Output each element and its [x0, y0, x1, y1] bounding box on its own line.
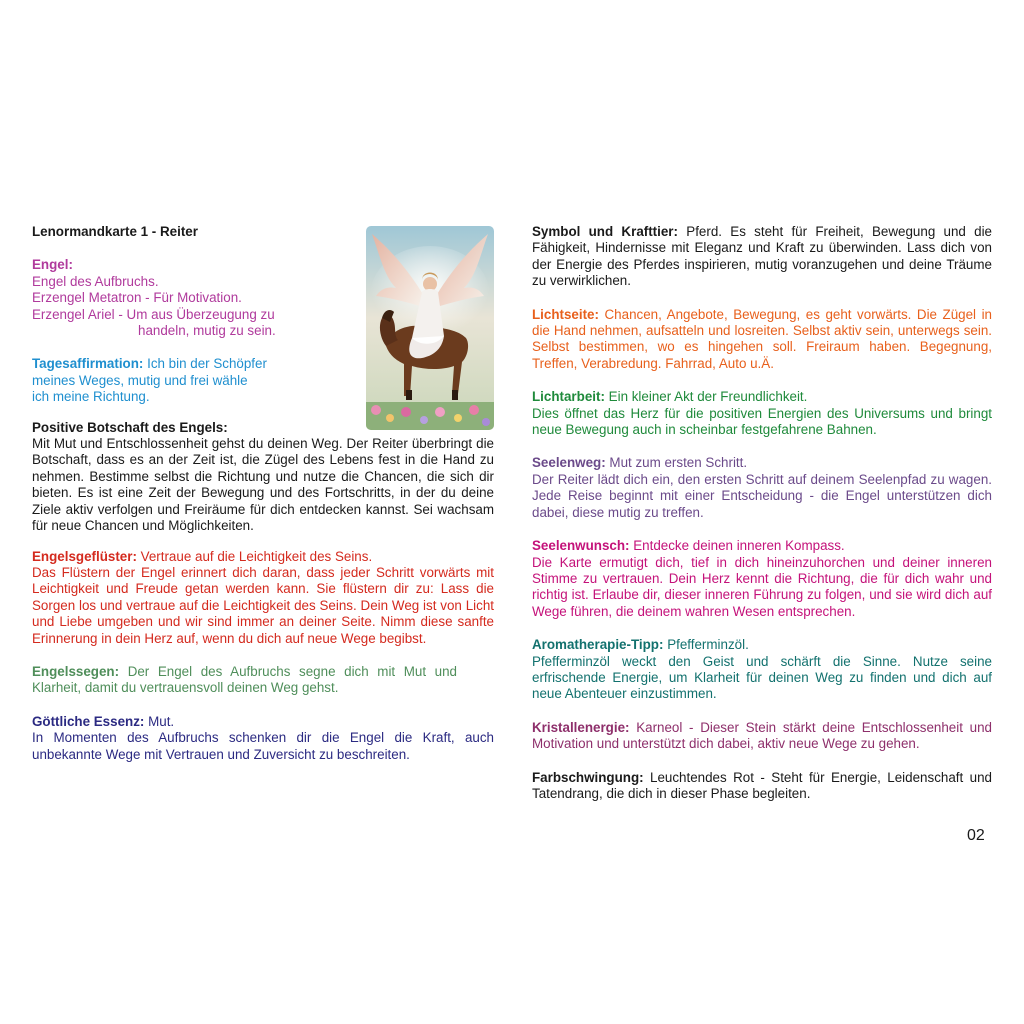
affirmation-line-1: Ich bin der Schöpfer: [147, 356, 267, 372]
card-title-text: Lenormandkarte 1 - Reiter: [32, 224, 198, 239]
farbe-section: [532, 770, 992, 803]
essenz-section: [32, 714, 494, 763]
symbol-section: [532, 224, 992, 290]
lichtarbeit-text: Dies öffnet das Herz für die positiven Energien des Universums und bringt neue Bewegung auch in scheinbar festgefahrene Bahnen.: [532, 405, 992, 438]
affirmation-line-2: meines Weges, mutig und frei wähle: [32, 372, 248, 388]
seelenwunsch-section: [532, 538, 992, 620]
gefluester-text: Das Flüstern der Engel erinnert dich daran, dass jeder Schritt vorwärts mit Leichtigkeit und Freude getan werden kann. Sie flüstern dir zu: Lass die Sorgen los und vertraue auf die Leichtigkeit des Seins. Dein Weg ist von Licht und Liebe umgeben und wir sind immer an deiner Seite. Nimm diese sanfte Erinnerung in dein Herz auf, wenn du dich auf neue Wege begibst.: [32, 564, 494, 646]
engel-line-3: Erzengel Ariel - Um aus Überzeugung zu: [32, 306, 275, 322]
essenz-heading: Göttliche Essenz:: [32, 713, 145, 729]
aroma-section: [532, 637, 992, 703]
segen-heading: Engelssegen:: [32, 663, 120, 679]
farbe-text: Leuchtendes Rot - Steht für Energie, Leidenschaft und Tatendrang, die dich in dieser Phase begleiten.: [532, 769, 992, 801]
engel-heading: Engel:: [32, 257, 73, 273]
seelenweg-lead: Mut zum ersten Schritt.: [609, 455, 748, 471]
seelenwunsch-lead: Entdecke deinen inneren Kompass.: [633, 538, 845, 554]
kristall-section: [532, 720, 992, 753]
seelenweg-text: Der Reiter lädt dich ein, den ersten Schritt auf deinem Seelenpfad zu wagen. Jede Reise beginnt mit einer Entscheidung - die Engel unterstützen dich dabei, diese mutig zu treffen.: [532, 471, 992, 520]
right-column: [532, 224, 992, 802]
segen-section: [32, 664, 457, 697]
affirmation-heading: Tagesaffirmation:: [32, 356, 144, 372]
gefluester-lead: Vertraue auf die Leichtigkeit des Seins.: [140, 548, 373, 564]
essenz-lead: Mut.: [148, 713, 175, 729]
card-illustration: [366, 226, 494, 430]
aroma-lead: Pfefferminzöl.: [667, 637, 749, 653]
botschaft-section: [32, 420, 494, 535]
seelenwunsch-heading: Seelenwunsch:: [532, 538, 630, 554]
lichtseite-heading: Lichtseite:: [532, 306, 599, 322]
segen-text: Der Engel des Aufbruchs segne dich mit Mut und Klarheit, damit du vertrauensvoll deinen Weg gehst.: [32, 663, 457, 696]
engel-line-1: Engel des Aufbruchs.: [32, 273, 159, 289]
aroma-heading: Aromatherapie-Tipp:: [532, 637, 664, 653]
gefluester-section: [32, 549, 494, 647]
kristall-text: Karneol - Dieser Stein stärkt deine Entschlossenheit und Motivation und unterstützt dich dabei, aktiv neue Wege zu gehen.: [532, 719, 992, 752]
engel-line-4: handeln, mutig zu sein.: [138, 323, 276, 339]
lichtarbeit-heading: Lichtarbeit:: [532, 389, 605, 405]
symbol-heading: Symbol und Krafttier:: [532, 224, 678, 239]
farbe-heading: Farbschwingung:: [532, 769, 644, 785]
lichtarbeit-lead: Ein kleiner Akt der Freundlichkeit.: [608, 389, 808, 405]
engel-line-2: Erzengel Metatron - Für Motivation.: [32, 290, 242, 306]
seelenwunsch-text: Die Karte ermutigt dich, tief in dich hineinzuhorchen und deiner inneren Stimme zu vertrauen. Dein Herz kennt die Richtung, die für dich wahr und richtig ist. Erlaube dir, dieser inneren Führung zu folgen, und sie wird dich auf Wege führen, die deinem wahren Wesen entsprechen.: [532, 554, 992, 619]
botschaft-heading: Positive Botschaft des Engels:: [32, 419, 228, 435]
seelenweg-heading: Seelenweg:: [532, 455, 606, 471]
lichtarbeit-section: [532, 389, 992, 438]
seelenweg-section: [532, 455, 992, 521]
lichtseite-text: Chancen, Angebote, Bewegung, es geht vorwärts. Die Zügel in die Hand nehmen, aufsatteln und losreiten. Selbst aktiv sein, unterwegs sein. Selbst bestimmen, wo es hingehen soll. Freiraum haben. Begegnung, Treffen, Verabredung. Fahrrad, Auto u.Ä.: [532, 306, 992, 371]
essenz-text: In Momenten des Aufbruchs schenken dir die Engel die Kraft, auch unbekannte Wege mit Vertrauen und Zuversicht zu beschreiten.: [32, 730, 494, 762]
gefluester-heading: Engelsgeflüster:: [32, 548, 137, 564]
kristall-heading: Kristallenergie:: [532, 719, 630, 735]
angel-rider-illustration: [366, 226, 494, 430]
symbol-text: Pferd. Es steht für Freiheit, Bewegung und die Fähigkeit, Hindernisse mit Eleganz und Kraft zu überwinden. Lass dich von der Energie des Pferdes inspirieren, mutig voranzugehen und deine Träume zu verwirklichen.: [532, 224, 993, 289]
flower-meadow: [366, 402, 494, 430]
page-number: 02: [967, 827, 985, 844]
lichtseite-section: [532, 307, 992, 373]
affirmation-line-3: ich meine Richtung.: [32, 389, 150, 405]
botschaft-text: Mit Mut und Entschlossenheit gehst du deinen Weg. Der Reiter überbringt die Botschaft, dass es an der Zeit ist, die Zügel des Lebens fest in die Hand zu nehmen. Bestimme selbst die Richtung und nutze die Chancen, die sich dir bieten. Es ist eine Zeit der Bewegung und des Fortschritts, in der du deine Ziele aktiv verfolgen und Freiräume für dich entdecken kannst. Sei wachsam für neue Chancen und Möglichkeiten.: [32, 436, 494, 534]
aroma-text: Pfefferminzöl weckt den Geist und schärft die Sinne. Nutze seine erfrischende Energie, um Klarheit für deinen Weg zu finden und dich auf neue Abenteuer einzustimmen.: [532, 653, 992, 702]
